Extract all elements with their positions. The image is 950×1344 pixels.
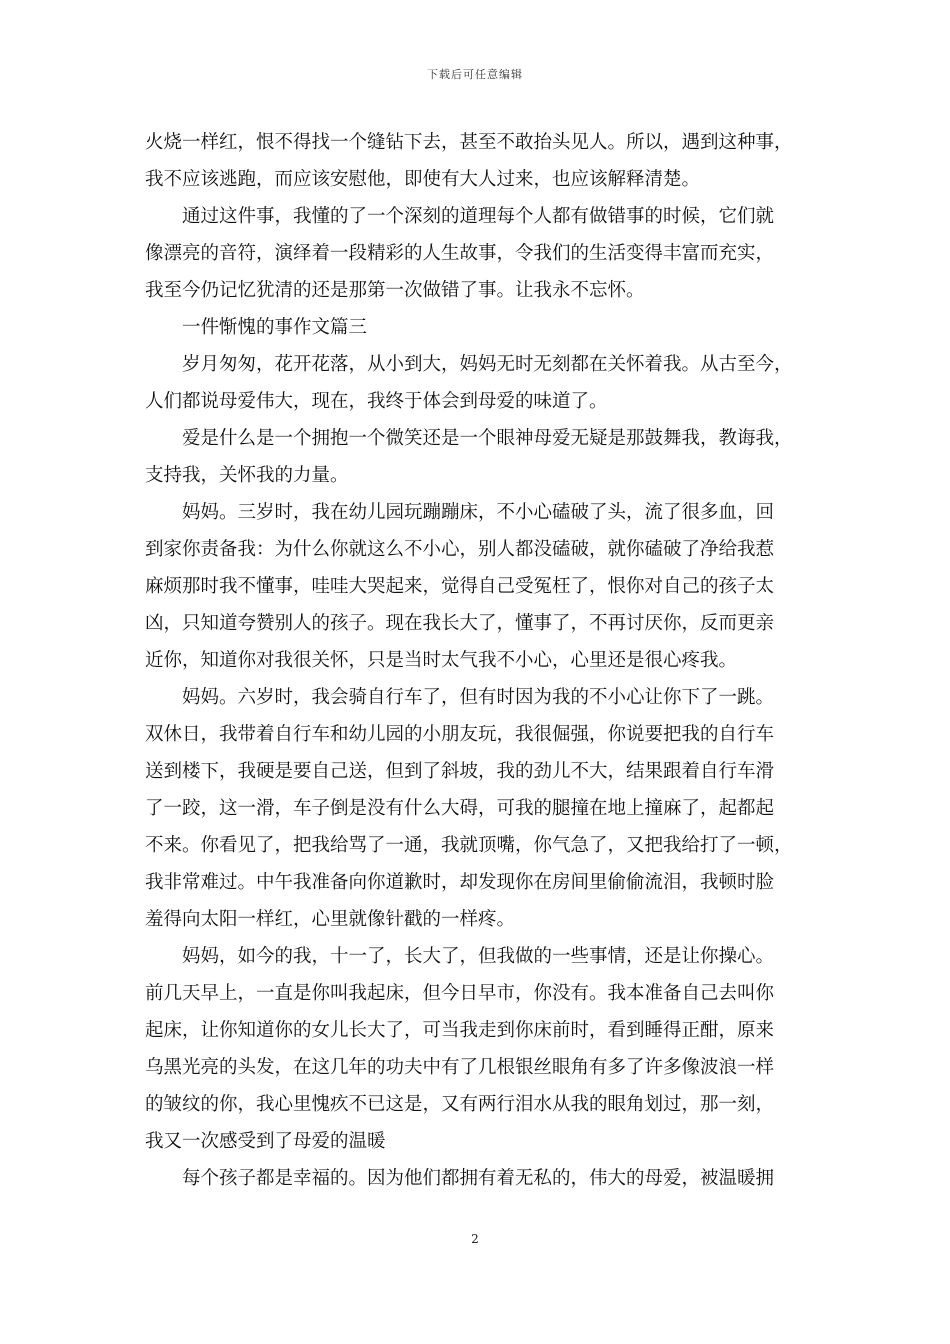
text-line: 羞得向太阳一样红，心里就像针戳的一样疼。 [145,909,516,930]
text-line: 爱是什么是一个拥抱一个微笑还是一个眼神母爱无疑是那鼓舞我，教诲我， [182,428,793,449]
text-line: 我不应该逃跑，而应该安慰他，即使有大人过来，也应该解释清楚。 [145,169,701,190]
text-line: 支持我，关怀我的力量。 [145,465,349,486]
text-line: 每个孩子都是幸福的。因为他们都拥有着无私的，伟大的母爱，被温暖拥 [182,1168,775,1189]
text-line: 妈妈，如今的我，十一了，长大了，但我做的一些事情，还是让你操心。 [182,946,775,967]
text-line: 凶，只知道夸赞别人的孩子。现在我长大了，懂事了，不再讨厌你，反而更亲 [145,613,775,634]
text-line: 了一跤，这一滑，车子倒是没有什么大碍，可我的腿撞在地上撞麻了，起都起 [145,798,775,819]
text-line: 通过这件事，我懂的了一个深刻的道理每个人都有做错事的时候，它们就 [182,206,775,227]
text-line: 妈妈。三岁时，我在幼儿园玩蹦蹦床，不小心磕破了头，流了很多血，回 [182,502,775,523]
text-line: 我至今仍记忆犹清的还是那第一次做错了事。让我永不忘怀。 [145,280,645,301]
text-line: 人们都说母爱伟大，现在，我终于体会到母爱的味道了。 [145,391,608,412]
text-line: 到家你责备我：为什么你就这么不小心，别人都没磕破，就你磕破了净给我惹 [145,539,775,560]
text-line: 不来。你看见了，把我给骂了一通，我就顶嘴，你气急了，又把我给打了一顿， [145,835,793,856]
text-line: 起床，让你知道你的女儿长大了，可当我走到你床前时，看到睡得正酣，原来 [145,1020,775,1041]
text-line: 送到楼下，我硬是要自己送，但到了斜坡，我的劲儿不大，结果跟着自行车滑 [145,761,775,782]
text-line: 我又一次感受到了母爱的温暖 [145,1131,386,1152]
text-line: 我非常难过。中午我准备向你道歉时，却发现你在房间里偷偷流泪，我顿时脸 [145,872,775,893]
text-line: 双休日，我带着自行车和幼儿园的小朋友玩，我很倔强，你说要把我的自行车 [145,724,775,745]
text-line: 麻烦那时我不懂事，哇哇大哭起来，觉得自己受冤枉了，恨你对自己的孩子太 [145,576,775,597]
text-line: 妈妈。六岁时，我会骑自行车了，但有时因为我的不小心让你下了一跳。 [182,687,775,708]
text-line: 像漂亮的音符，演绎着一段精彩的人生故事，令我们的生活变得丰富而充实， [145,243,775,264]
text-line: 近你，知道你对我很关怀，只是当时太气我不小心，心里还是很心疼我。 [145,650,738,671]
text-line: 的皱纹的你，我心里愧疚不已这是，又有两行泪水从我的眼角划过，那一刻， [145,1094,775,1115]
text-line: 乌黑光亮的头发，在这几年的功夫中有了几根银丝眼角有多了许多像波浪一样 [145,1057,775,1078]
document-body [145,124,810,1197]
page-number: 2 [471,1232,479,1246]
text-line: 岁月匆匆，花开花落，从小到大，妈妈无时无刻都在关怀着我。从古至今， [182,354,793,375]
text-line: 前几天早上，一直是你叫我起床，但今日早市，你没有。我本准备自己去叫你 [145,983,775,1004]
text-line: 一件惭愧的事作文篇三 [182,317,368,338]
page-header: 下载后可任意编辑 [427,68,523,81]
text-line: 火烧一样红，恨不得找一个缝钻下去，甚至不敢抬头见人。所以，遇到这种事， [145,132,793,153]
